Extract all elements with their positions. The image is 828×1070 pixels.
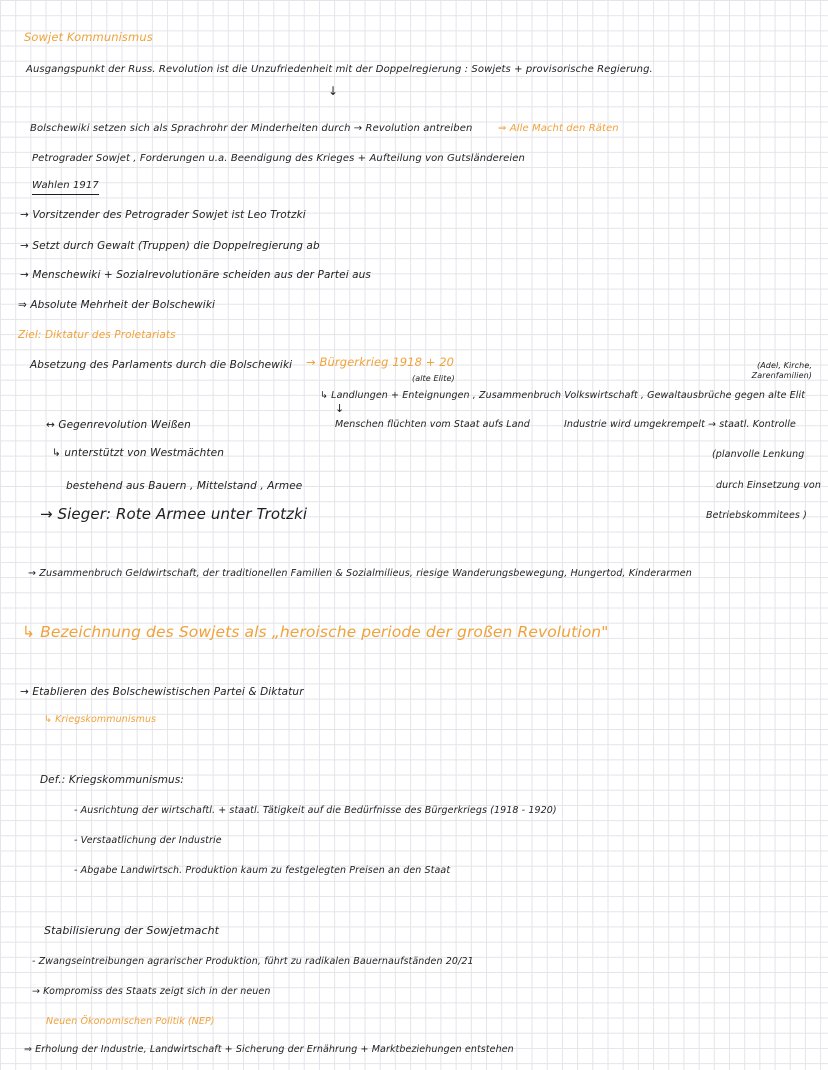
arrow-down-2: ↓ (335, 402, 345, 415)
final-line: ⇒ Erholung der Industrie, Landwirtschaft + Sicherung der Ernährung + Marktbeziehungen entstehen (24, 1044, 514, 1055)
kriegskommunismus-label: ↳ Kriegskommunismus (44, 714, 157, 725)
nep-label: Neuen Ökonomischen Politik (NEP) (46, 1016, 215, 1027)
industrie-line: Industrie wird umgekrempelt → staatl. Kontrolle (564, 419, 796, 430)
sieger-line: → Sieger: Rote Armee unter Trotzki (40, 505, 308, 523)
absetzung-line: Absetzung des Parlaments durch die Bolschewiki (30, 359, 293, 371)
arrow-down-1: ↓ (328, 84, 339, 98)
alte-elite-note: (alte Elite) (412, 374, 455, 383)
heroic-heading: ↳ Bezeichnung des Sowjets als „heroische periode der großen Revolution" (22, 623, 609, 641)
stabilisierung-item-2: → Kompromiss des Staats zeigt sich in der neuen (32, 986, 271, 997)
def-item-2: - Verstaatlichung der Industrie (74, 835, 222, 846)
plan-line-2: durch Einsetzung von (716, 480, 821, 491)
page-title: Sowjet Kommunismus (24, 30, 153, 44)
adel-note: (Adel, Kirche, Zarenfamilien) (751, 361, 812, 380)
stabilisierung-heading: Stabilisierung der Sowjetmacht (44, 924, 220, 937)
etablieren-line: → Etablieren des Bolschewistischen Partei & Diktatur (20, 686, 304, 698)
wahlen-heading: Wahlen 1917 (32, 179, 99, 195)
plan-line-3: Betriebskommitees ) (706, 510, 807, 521)
bullet-1917-1: → Vorsitzender des Petrograder Sowjet ist Leo Trotzki (20, 209, 306, 221)
def-heading: Def.: Kriegskommunismus: (40, 774, 184, 786)
consequences-line: ↳ Landlungen + Enteignungen , Zusammenbruch Volkswirtschaft , Gewaltausbrüche gegen alte Elit (320, 390, 806, 401)
alle-macht-raeten: ⇒ Alle Macht den Räten (498, 123, 619, 134)
def-item-3: - Abgabe Landwirtsch. Produktion kaum zu festgelegten Preisen an den Staat (74, 865, 451, 876)
flucht-line: Menschen flüchten vom Staat aufs Land (335, 419, 530, 430)
zusammenbruch-line: → Zusammenbruch Geldwirtschaft, der traditionellen Familien & Sozialmilieus, riesige Wanderungsbewegung, Hungertod, Kinderarmen (28, 568, 692, 579)
majority-line: ⇒ Absolute Mehrheit der Bolschewiki (18, 299, 216, 311)
petrograd-line: Petrograder Sowjet , Forderungen u.a. Beendigung des Krieges + Aufteilung von Gutsländereien (32, 153, 525, 164)
bullet-1917-3: → Menschewiki + Sozialrevolutionäre scheiden aus der Partei aus (20, 269, 372, 281)
ziel-line: Ziel: Diktatur des Proletariats (18, 329, 176, 341)
bestehend-line: bestehend aus Bauern , Mittelstand , Armee (66, 480, 303, 492)
def-item-1: - Ausrichtung der wirtschaftl. + staatl. Tätigkeit auf die Bedürfnisse des Bürgerkriegs (1918 - 1920) (74, 805, 557, 816)
bullet-1917-2: → Setzt durch Gewalt (Truppen) die Doppelregierung ab (20, 240, 320, 252)
stabilisierung-item-1: - Zwangseintreibungen agrarischer Produktion, führt zu radikalen Bauernaufständen 20/21 (32, 956, 474, 967)
buergerkrieg-label: → Bürgerkrieg 1918 + 20 (306, 355, 455, 369)
westmaechte-line: ↳ unterstützt von Westmächten (52, 447, 224, 459)
bolschewiki-line: Bolschewiki setzen sich als Sprachrohr der Minderheiten durch → Revolution antreiben (30, 123, 473, 134)
gegenrevolution-line: ↔ Gegenrevolution Weißen (46, 419, 191, 431)
intro-line: Ausgangspunkt der Russ. Revolution ist die Unzufriedenheit mit der Doppelregierung : Sowjets + provisorische Regierung. (26, 64, 653, 75)
plan-line-1: (planvolle Lenkung (712, 449, 805, 460)
